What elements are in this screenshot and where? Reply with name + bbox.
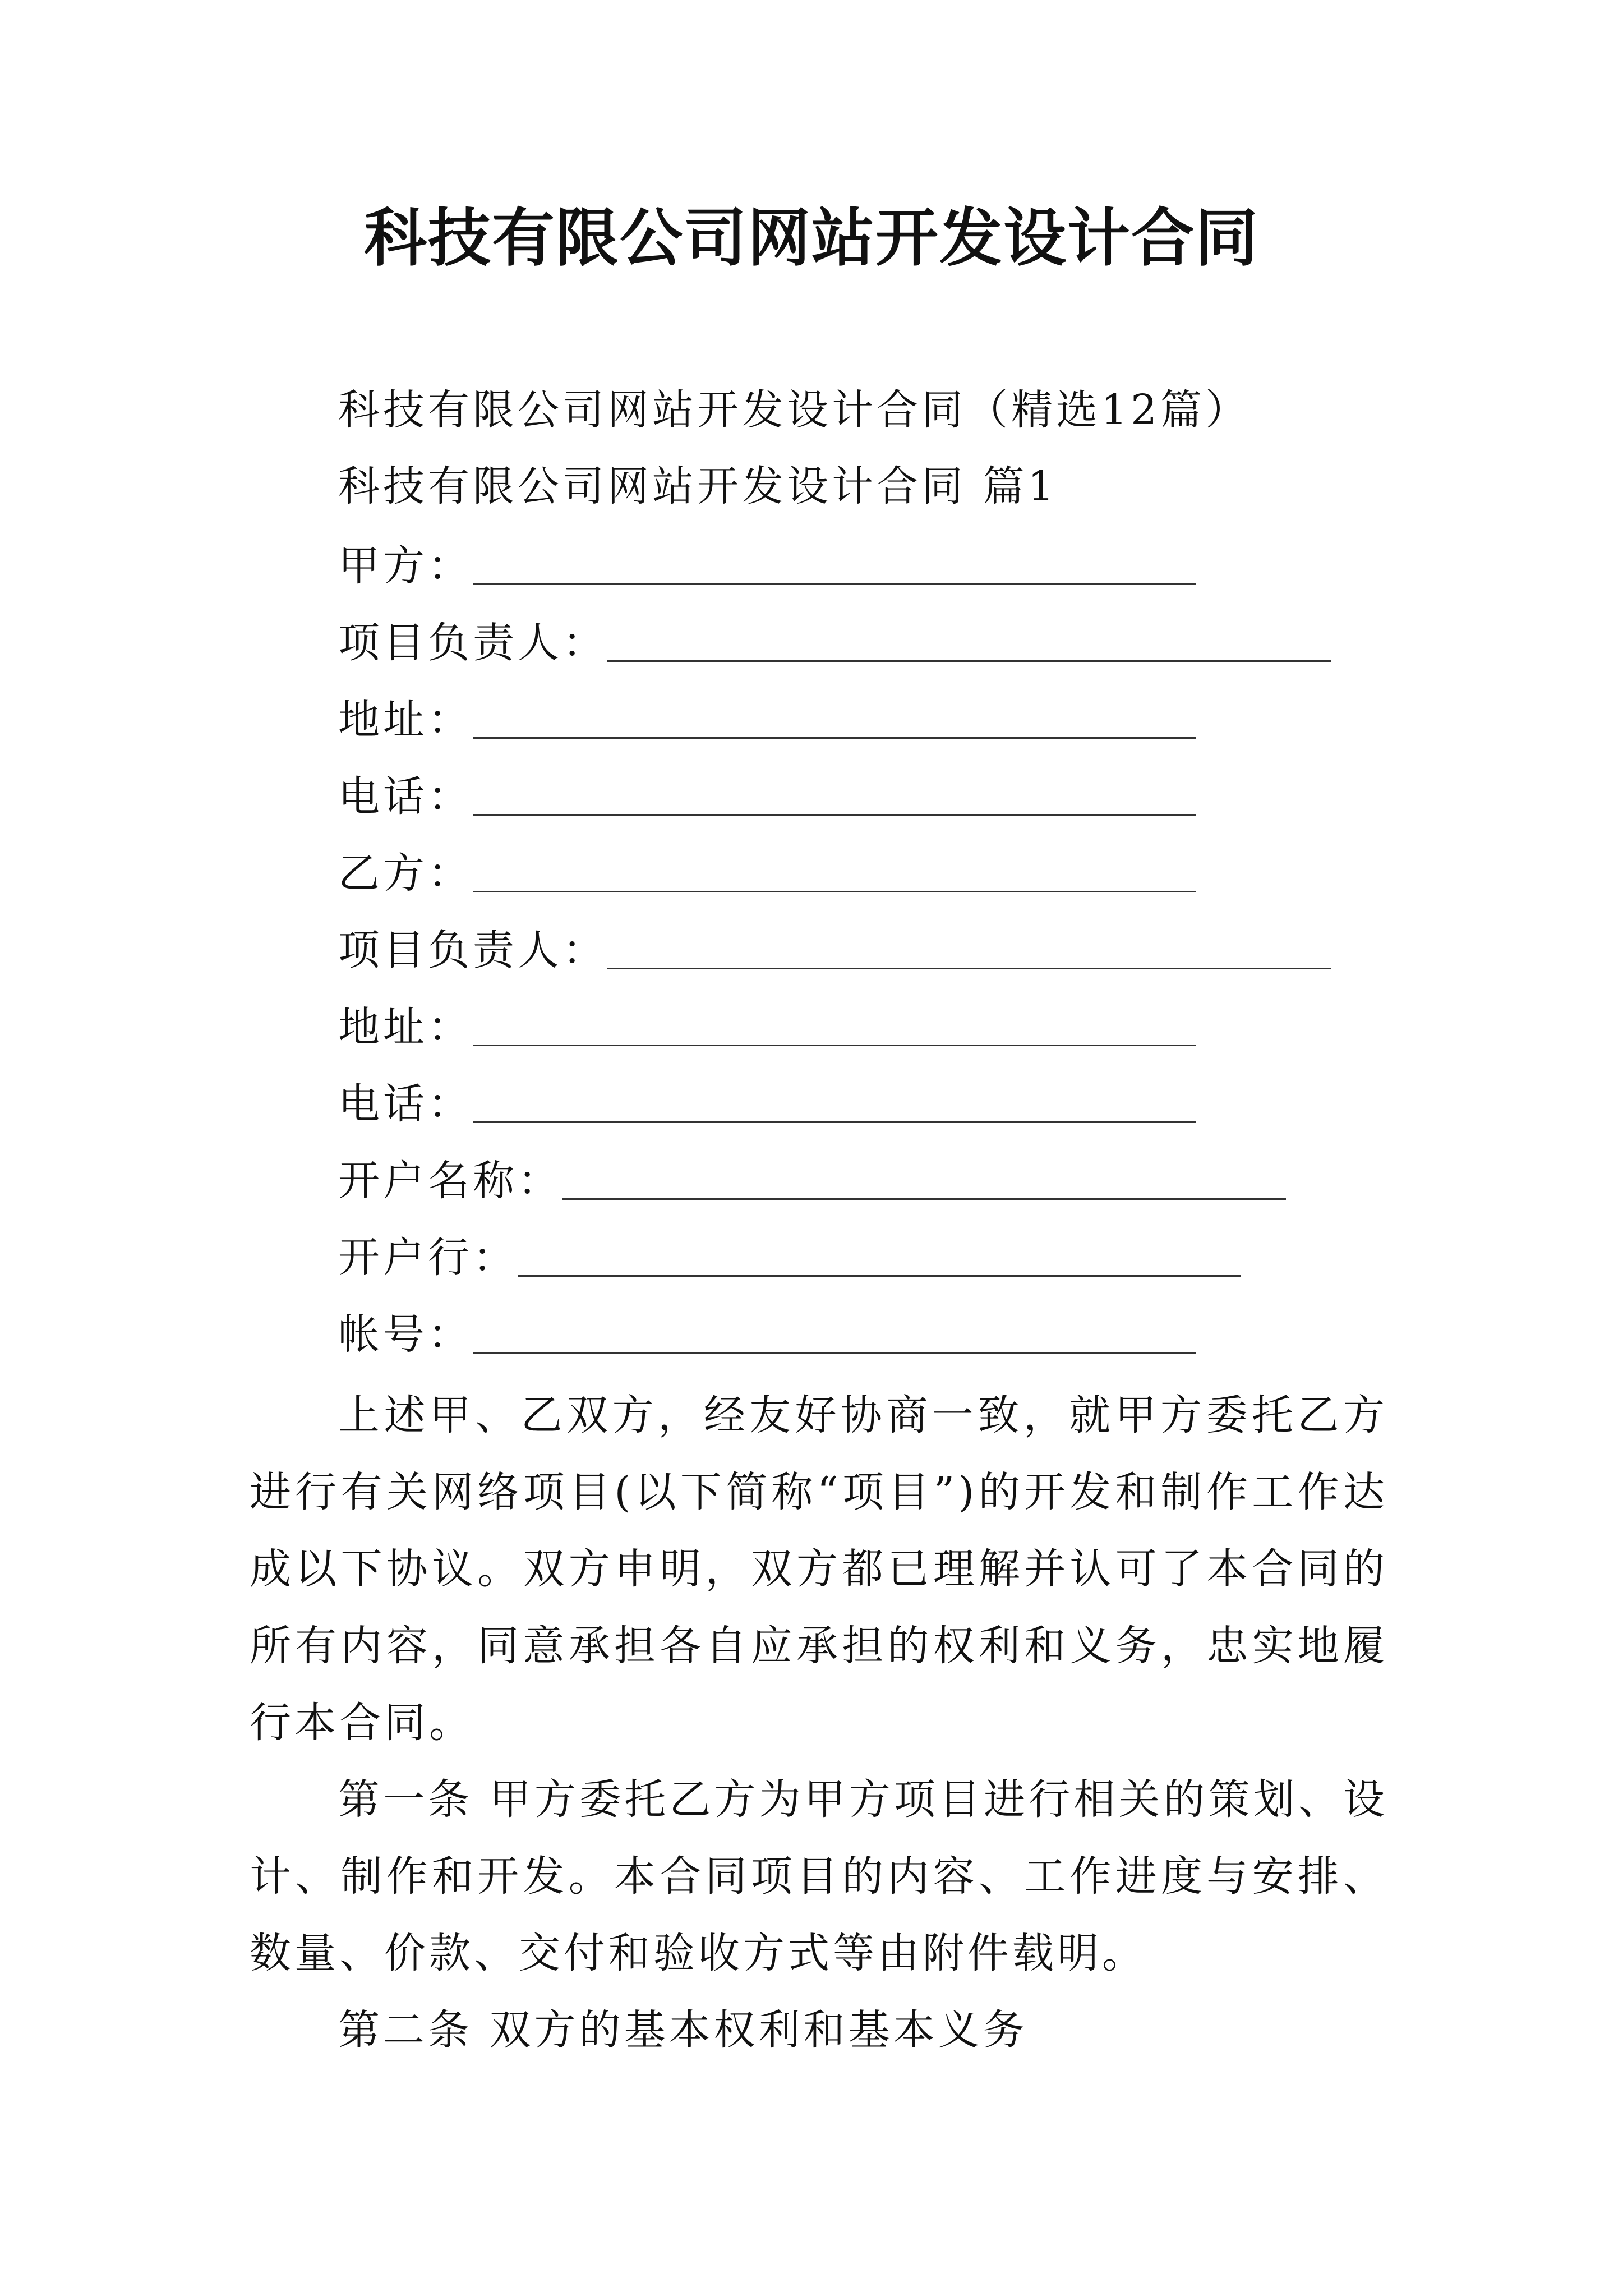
party-b-phone-blank (473, 1087, 1196, 1123)
field-label: 项目负责人： (338, 619, 607, 667)
field-label: 帐号： (338, 1310, 473, 1359)
intro-paragraph: 上述甲、乙双方，经友好协商一致，就甲方委托乙方进行有关网络项目(以下简称“项目”)的开发和制作工作达成以下协议。双方申明，双方都已理解并认可了本合同的所有内容，同意承担各自应承担的权利和义务，忠实地履行本合同。 (250, 1391, 1388, 1747)
article-1-paragraph: 第一条 甲方委托乙方为甲方项目进行相关的策划、设计、制作和开发。本合同项目的内容、工作进度与安排、数量、价款、交付和验收方式等由附件载明。 (250, 1775, 1388, 1977)
field-label: 电话： (338, 772, 473, 821)
field-label: 地址： (338, 1003, 473, 1051)
field-label: 乙方： (338, 849, 473, 898)
party-a-manager-blank (607, 625, 1331, 662)
party-a-blank (473, 549, 1196, 585)
party-b-address-field (338, 993, 1196, 1055)
party-a-address-blank (473, 702, 1196, 739)
party-b-phone-field (338, 1070, 1196, 1131)
account-name-blank (562, 1163, 1286, 1200)
party-a-phone-field (338, 762, 1196, 824)
bank-field (338, 1223, 1241, 1285)
party-b-blank (473, 856, 1196, 892)
party-a-phone-blank (473, 779, 1196, 816)
party-a-address-field (338, 685, 1196, 747)
party-b-address-blank (473, 1010, 1196, 1046)
bank-blank (518, 1240, 1241, 1277)
party-b-manager-blank (607, 933, 1331, 969)
article-2-heading: 第二条 双方的基本权利和基本义务 (338, 2006, 1028, 2054)
account-number-blank (473, 1317, 1196, 1354)
field-label: 地址： (338, 696, 473, 744)
party-a-field (338, 532, 1196, 593)
party-a-manager-field (338, 609, 1331, 670)
field-label: 甲方： (338, 542, 473, 590)
field-label: 开户行： (338, 1234, 518, 1282)
account-name-field (338, 1147, 1286, 1208)
field-label: 项目负责人： (338, 926, 607, 974)
document-subtitle: 科技有限公司网站开发设计合同（精选12篇） (338, 386, 1251, 434)
party-b-field (338, 839, 1196, 901)
document-title: 科技有限公司网站开发设计合同 (364, 202, 1259, 275)
party-b-manager-field (338, 916, 1331, 978)
field-label: 开户名称： (338, 1157, 562, 1205)
account-number-field (338, 1300, 1196, 1362)
chapter-heading: 科技有限公司网站开发设计合同 篇1 (338, 462, 1058, 510)
field-label: 电话： (338, 1080, 473, 1128)
